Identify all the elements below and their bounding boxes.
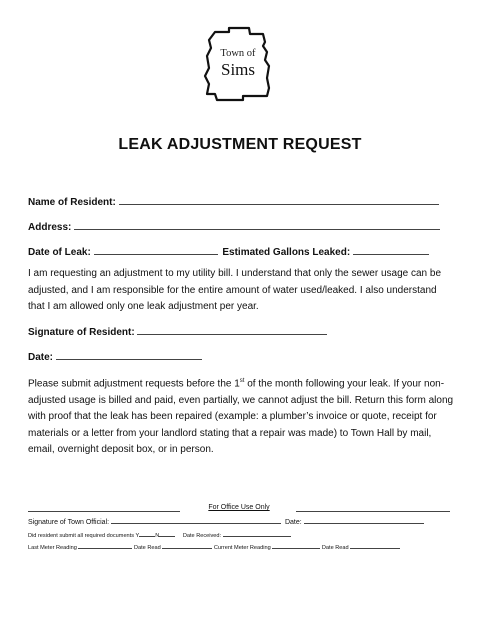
official-date-label: Date: — [284, 519, 302, 526]
resident-name-row — [28, 195, 439, 209]
date-field[interactable] — [56, 350, 202, 360]
meter-reading-row — [28, 543, 452, 553]
resident-signature-label: Signature of Resident: — [28, 327, 135, 338]
instructions-superscript: st — [239, 378, 245, 384]
logo-main-text: Sims — [220, 60, 256, 79]
date-received-label: Date Received: — [182, 533, 222, 539]
official-signature-row — [28, 517, 452, 527]
address-field[interactable] — [74, 220, 440, 230]
acknowledgement-paragraph: I am requesting an adjustment to my utility bill. I understand that only the sewer usage can be adjusted, and I am responsible for the entire amount of water used/leaked. I also understand that I am allowed only one leak adjustment per year. — [28, 268, 442, 312]
documents-yes-field[interactable] — [139, 531, 155, 537]
date-read-1-field[interactable] — [162, 543, 212, 549]
office-use-title: For Office Use Only — [208, 504, 270, 511]
current-meter-label: Current Meter Reading — [213, 545, 271, 551]
date-row — [28, 350, 202, 364]
instructions-paragraph — [28, 373, 456, 459]
date-read-1-label: Date Read — [133, 545, 161, 551]
town-logo — [203, 26, 273, 102]
leak-date-row — [28, 245, 429, 259]
official-signature-label: Signature of Town Official: — [28, 519, 110, 526]
address-row — [28, 220, 440, 234]
date-read-2-field[interactable] — [350, 543, 400, 549]
last-meter-label: Last Meter Reading — [28, 545, 77, 551]
gallons-label: Estimated Gallons Leaked: — [222, 247, 351, 258]
office-divider-left — [28, 511, 180, 512]
resident-name-label: Name of Resident: — [28, 197, 116, 208]
documents-no-field[interactable] — [159, 531, 175, 537]
page-title: LEAK ADJUSTMENT REQUEST — [118, 136, 362, 153]
documents-question: Did resident submit all required documents Y — [28, 533, 140, 539]
logo-top-text: Town of — [220, 48, 256, 59]
instructions-text-start: Please submit adjustment requests before the 1 — [28, 378, 240, 390]
current-meter-field[interactable] — [272, 543, 320, 549]
leak-date-label: Date of Leak: — [28, 247, 91, 258]
address-label: Address: — [28, 222, 72, 233]
instructions-text-end: of the month following your leak. If your non-adjusted usage is billed and paid, even partially, we cannot adjust the bill. Return this form along with proof that the leak has been repaired (example: a plumber’s invoice or quote, receipt for materials or a letter from your landlord stating that a repair was made) to Town Hall by mail, email, overnight deposit box, or in person. — [28, 378, 454, 456]
leak-date-field[interactable] — [94, 245, 218, 255]
resident-signature-row — [28, 325, 327, 339]
official-signature-field[interactable] — [111, 517, 281, 524]
documents-no-label: N — [155, 533, 160, 539]
date-label: Date: — [28, 352, 54, 363]
resident-signature-field[interactable] — [137, 325, 327, 335]
resident-name-field[interactable] — [119, 195, 439, 205]
date-received-field[interactable] — [223, 531, 291, 537]
official-date-field[interactable] — [304, 517, 424, 524]
date-read-2-label: Date Read — [321, 545, 349, 551]
documents-row — [28, 531, 452, 541]
gallons-field[interactable] — [353, 245, 429, 255]
office-use-header — [28, 504, 450, 514]
office-divider-right — [296, 511, 450, 512]
last-meter-field[interactable] — [78, 543, 132, 549]
